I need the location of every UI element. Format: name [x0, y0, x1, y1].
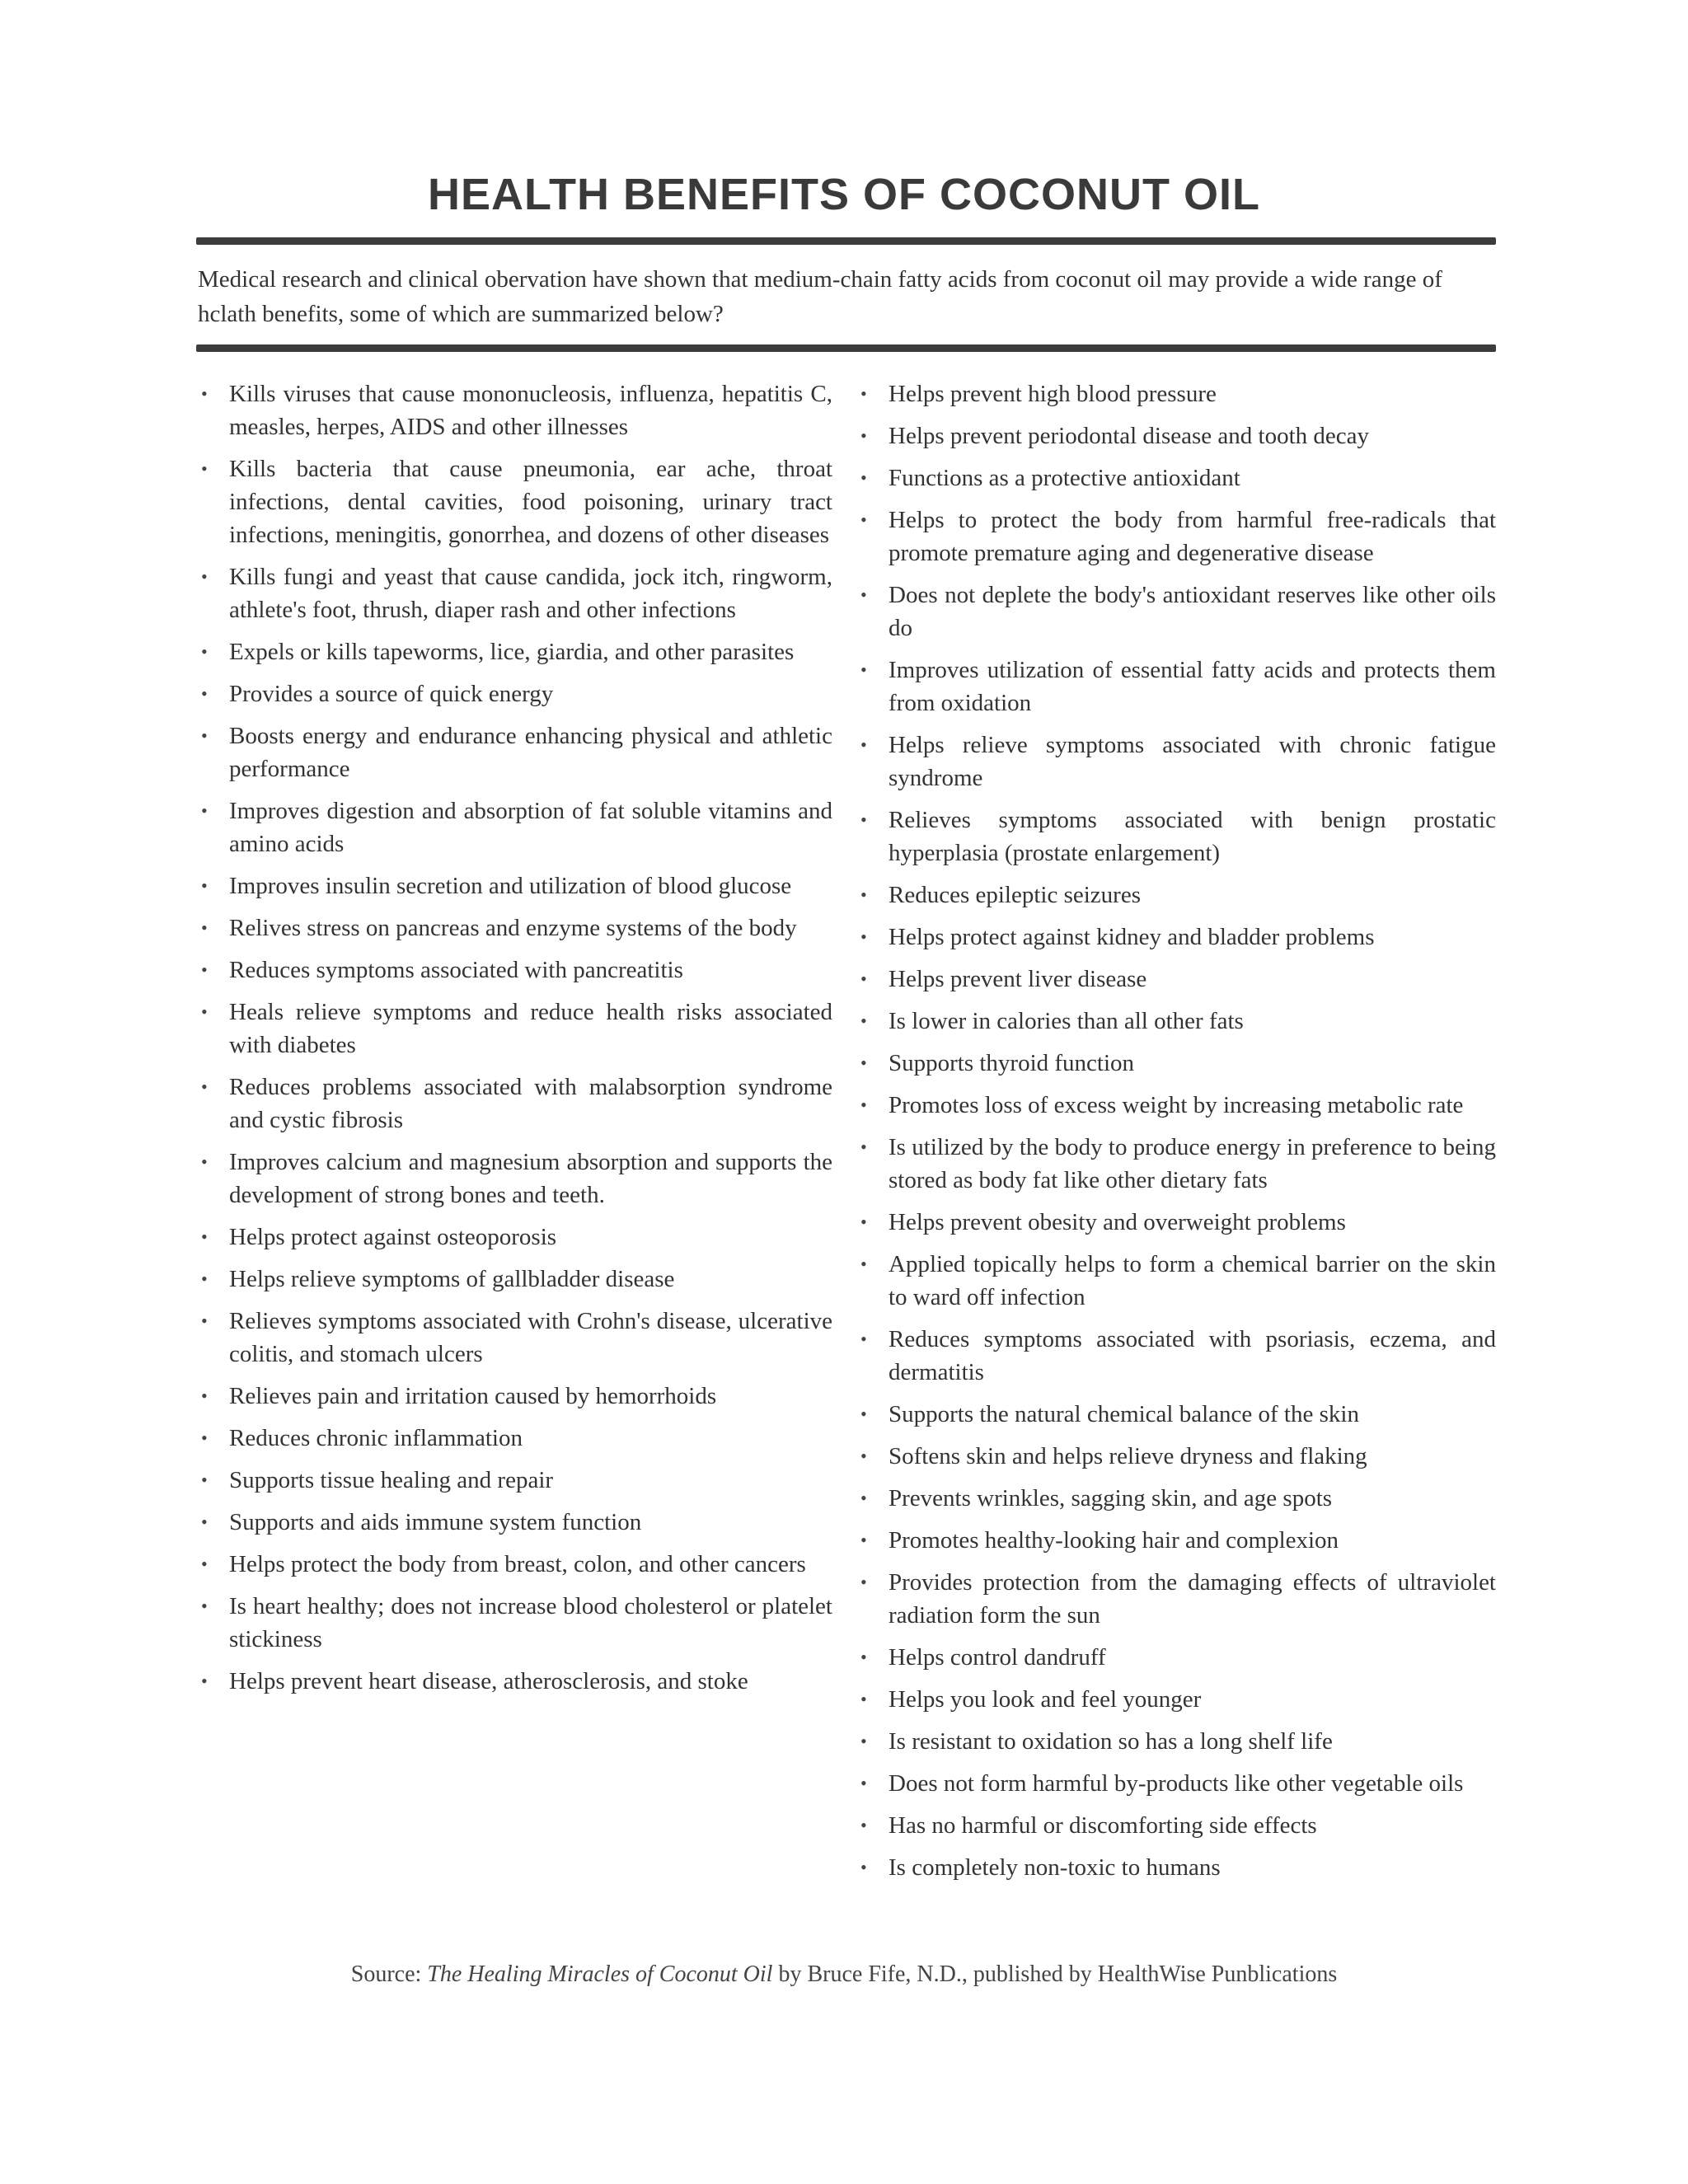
bullet-icon: • — [201, 1554, 208, 1574]
bullet-icon: • — [860, 1731, 867, 1751]
bullet-icon: • — [860, 884, 867, 905]
bullet-icon: • — [860, 1488, 867, 1508]
benefit-item — [857, 921, 1496, 954]
bullet-icon: • — [860, 1254, 867, 1274]
benefit-item — [198, 1422, 832, 1455]
benefit-item — [198, 1548, 832, 1581]
benefit-text: Helps you look and feel younger — [889, 1686, 1202, 1713]
benefit-item — [857, 504, 1496, 569]
bullet-icon: • — [860, 1052, 867, 1073]
benefit-item — [857, 1005, 1496, 1038]
benefit-text: Has no harmful or discomforting side effects — [889, 1812, 1317, 1839]
bullet-icon: • — [860, 968, 867, 989]
right-benefits-list — [857, 377, 1496, 1893]
source-citation — [0, 1961, 1688, 1988]
bullet-icon: • — [860, 1773, 867, 1793]
benefit-item — [857, 1398, 1496, 1431]
benefit-item — [857, 1248, 1496, 1314]
source-suffix: by Bruce Fife, N.D., published by HealthWise Punblications — [772, 1961, 1338, 1987]
benefit-item — [198, 635, 832, 668]
top-divider — [196, 237, 1496, 245]
benefit-item — [857, 1206, 1496, 1239]
bullet-icon: • — [201, 683, 208, 704]
benefit-item — [857, 377, 1496, 410]
benefit-text: Is resistant to oxidation so has a long shelf life — [889, 1728, 1333, 1755]
bullet-icon: • — [860, 1446, 867, 1466]
benefit-text: Improves insulin secretion and utilization of blood glucose — [229, 873, 792, 899]
benefit-text: Kills bacteria that cause pneumonia, ear ache, throat infections, dental cavities, food poisoning, urinary tract infections, meningitis, gonorrhea, and dozens of other diseases — [229, 456, 832, 548]
benefit-text: Promotes loss of excess weight by increasing metabolic rate — [889, 1092, 1464, 1118]
benefit-item — [198, 560, 832, 626]
bullet-icon: • — [860, 1010, 867, 1031]
benefit-text: Expels or kills tapeworms, lice, giardia, and other parasites — [229, 639, 795, 665]
bullet-icon: • — [201, 1268, 208, 1289]
bullet-icon: • — [860, 659, 867, 680]
benefit-item — [857, 1047, 1496, 1080]
benefit-text: Kills viruses that cause mononucleosis, influenza, hepatitis C, measles, herpes, AIDS and other illnesses — [229, 381, 832, 440]
benefit-text: Improves utilization of essential fatty acids and protects them from oxidation — [889, 657, 1496, 716]
benefit-item — [857, 462, 1496, 494]
benefit-item — [857, 1089, 1496, 1122]
bullet-icon: • — [201, 917, 208, 938]
bullet-icon: • — [860, 1530, 867, 1550]
bullet-icon: • — [860, 1212, 867, 1232]
benefit-text: Helps to protect the body from harmful free-radicals that promote premature aging and degenerative disease — [889, 507, 1496, 566]
benefit-text: Helps relieve symptoms of gallbladder disease — [229, 1266, 675, 1292]
source-book-title: The Healing Miracles of Coconut Oil — [427, 1961, 773, 1987]
bullet-icon: • — [860, 809, 867, 830]
benefit-item — [857, 1482, 1496, 1515]
benefit-text: Relieves pain and irritation caused by hemorrhoids — [229, 1383, 717, 1409]
benefit-item — [857, 1524, 1496, 1557]
bottom-divider — [196, 344, 1496, 352]
benefit-item — [857, 729, 1496, 794]
intro-paragraph: Medical research and clinical obervation have shown that medium-chain fatty acids from coconut oil may provide a wide range of hclath benefits, some of which are summarized below? — [198, 266, 1442, 327]
bullet-icon: • — [860, 1094, 867, 1115]
benefit-item — [198, 377, 832, 443]
benefit-item — [198, 996, 832, 1062]
benefit-item — [857, 1323, 1496, 1389]
benefit-text: Does not deplete the body's antioxidant reserves like other oils do — [889, 582, 1496, 641]
benefit-item — [198, 1146, 832, 1212]
benefit-text: Provides a source of quick energy — [229, 681, 554, 707]
page-title: HEALTH BENEFITS OF COCONUT OIL — [428, 170, 1260, 219]
benefit-text: Helps protect against kidney and bladder problems — [889, 924, 1375, 950]
benefit-text: Supports the natural chemical balance of the skin — [889, 1401, 1359, 1427]
benefit-text: Helps prevent periodontal disease and tooth decay — [889, 423, 1370, 449]
bullet-icon: • — [201, 959, 208, 980]
benefit-item — [198, 794, 832, 860]
bullet-icon: • — [201, 1076, 208, 1097]
bullet-icon: • — [201, 641, 208, 662]
benefit-text: Provides protection from the damaging effects of ultraviolet radiation form the sun — [889, 1569, 1496, 1629]
benefit-item — [198, 869, 832, 902]
bullet-icon: • — [201, 1671, 208, 1691]
bullet-icon: • — [201, 800, 208, 821]
benefit-text: Reduces chronic inflammation — [229, 1425, 523, 1451]
benefit-text: Relieves symptoms associated with benign prostatic hyperplasia (prostate enlargement) — [889, 807, 1496, 866]
benefit-text: Does not form harmful by-products like other vegetable oils — [889, 1770, 1464, 1797]
benefit-item — [198, 912, 832, 944]
bullet-icon: • — [201, 1001, 208, 1022]
bullet-icon: • — [860, 425, 867, 446]
benefit-item — [198, 1506, 832, 1539]
benefit-text: Kills fungi and yeast that cause candida, jock itch, ringworm, athlete's foot, thrush, diaper rash and other infections — [229, 564, 832, 623]
benefit-item — [857, 579, 1496, 644]
benefit-item — [857, 419, 1496, 452]
left-benefits-list — [198, 377, 832, 1707]
benefit-item — [857, 1566, 1496, 1632]
benefit-text: Improves calcium and magnesium absorption and supports the development of strong bones and teeth. — [229, 1149, 832, 1208]
benefit-item — [198, 1071, 832, 1137]
bullet-icon: • — [201, 1596, 208, 1616]
bullet-icon: • — [201, 383, 208, 404]
bullet-icon: • — [201, 1469, 208, 1490]
bullet-icon: • — [201, 1511, 208, 1532]
bullet-icon: • — [860, 1647, 867, 1667]
benefit-item — [198, 1263, 832, 1296]
benefit-item — [857, 1725, 1496, 1758]
benefit-text: Supports tissue healing and repair — [229, 1467, 554, 1493]
benefit-item — [857, 804, 1496, 869]
benefit-text: Relives stress on pancreas and enzyme systems of the body — [229, 915, 797, 941]
benefit-item — [857, 1851, 1496, 1884]
benefit-text: Helps control dandruff — [889, 1644, 1106, 1671]
bullet-icon: • — [860, 584, 867, 605]
benefit-item — [198, 452, 832, 551]
benefit-item — [198, 1380, 832, 1413]
benefit-text: Supports thyroid function — [889, 1050, 1135, 1076]
benefit-item — [198, 1464, 832, 1497]
benefit-item — [198, 1221, 832, 1254]
bullet-icon: • — [860, 1815, 867, 1835]
benefit-text: Functions as a protective antioxidant — [889, 465, 1240, 491]
benefit-text: Supports and aids immune system function — [229, 1509, 642, 1535]
benefit-text: Applied topically helps to form a chemical barrier on the skin to ward off infection — [889, 1251, 1496, 1310]
bullet-icon: • — [860, 1857, 867, 1877]
bullet-icon: • — [860, 734, 867, 755]
benefit-item — [857, 1641, 1496, 1674]
benefit-item — [198, 719, 832, 785]
benefit-text: Improves digestion and absorption of fat soluble vitamins and amino acids — [229, 798, 832, 857]
benefit-text: Is utilized by the body to produce energy in preference to being stored as body fat like other dietary fats — [889, 1134, 1496, 1193]
benefit-item — [857, 1809, 1496, 1842]
benefit-text: Reduces epileptic seizures — [889, 882, 1141, 908]
benefit-text: Softens skin and helps relieve dryness and flaking — [889, 1443, 1367, 1469]
benefit-text: Reduces symptoms associated with pancreatitis — [229, 957, 683, 983]
benefit-text: Is lower in calories than all other fats — [889, 1008, 1244, 1034]
benefit-item — [198, 677, 832, 710]
benefit-item — [857, 1683, 1496, 1716]
bullet-icon: • — [860, 1137, 867, 1157]
benefit-text: Heals relieve symptoms and reduce health risks associated with diabetes — [229, 999, 832, 1058]
bullet-icon: • — [201, 1226, 208, 1247]
bullet-icon: • — [201, 1151, 208, 1172]
benefit-text: Reduces symptoms associated with psoriasis, eczema, and dermatitis — [889, 1326, 1496, 1385]
benefit-item — [198, 1305, 832, 1371]
bullet-icon: • — [860, 509, 867, 530]
source-prefix: Source: — [350, 1961, 428, 1987]
benefit-text: Helps prevent heart disease, atherosclerosis, and stoke — [229, 1668, 748, 1694]
bullet-icon: • — [860, 1329, 867, 1349]
benefit-item — [198, 954, 832, 987]
benefit-item — [857, 654, 1496, 719]
bullet-icon: • — [860, 1572, 867, 1592]
benefit-text: Helps protect the body from breast, colon, and other cancers — [229, 1551, 806, 1577]
benefit-item — [857, 1131, 1496, 1197]
bullet-icon: • — [860, 1404, 867, 1424]
benefit-text: Helps protect against osteoporosis — [229, 1224, 557, 1250]
bullet-icon: • — [201, 1427, 208, 1448]
benefit-item — [857, 963, 1496, 996]
bullet-icon: • — [860, 1689, 867, 1709]
bullet-icon: • — [201, 566, 208, 587]
bullet-icon: • — [201, 1385, 208, 1406]
benefit-text: Is completely non-toxic to humans — [889, 1854, 1221, 1881]
benefit-text: Helps prevent liver disease — [889, 966, 1147, 992]
bullet-icon: • — [201, 1310, 208, 1331]
bullet-icon: • — [860, 467, 867, 488]
benefit-text: Is heart healthy; does not increase blood cholesterol or platelet stickiness — [229, 1593, 832, 1652]
bullet-icon: • — [201, 725, 208, 746]
benefit-text: Relieves symptoms associated with Crohn's disease, ulcerative colitis, and stomach ulcers — [229, 1308, 832, 1367]
bullet-icon: • — [201, 875, 208, 896]
benefit-item — [857, 879, 1496, 912]
benefit-text: Helps prevent obesity and overweight problems — [889, 1209, 1346, 1235]
benefit-text: Reduces problems associated with malabsorption syndrome and cystic fibrosis — [229, 1074, 832, 1133]
bullet-icon: • — [860, 383, 867, 404]
benefit-item — [198, 1590, 832, 1656]
benefit-text: Prevents wrinkles, sagging skin, and age spots — [889, 1485, 1333, 1511]
benefit-text: Promotes healthy-looking hair and complexion — [889, 1527, 1339, 1554]
benefit-item — [857, 1767, 1496, 1800]
benefit-text: Boosts energy and endurance enhancing physical and athletic performance — [229, 723, 832, 782]
benefit-text: Helps prevent high blood pressure — [889, 381, 1217, 407]
bullet-icon: • — [201, 458, 208, 479]
benefit-item — [198, 1665, 832, 1698]
bullet-icon: • — [860, 926, 867, 947]
benefit-text: Helps relieve symptoms associated with chronic fatigue syndrome — [889, 732, 1496, 791]
benefit-item — [857, 1440, 1496, 1473]
